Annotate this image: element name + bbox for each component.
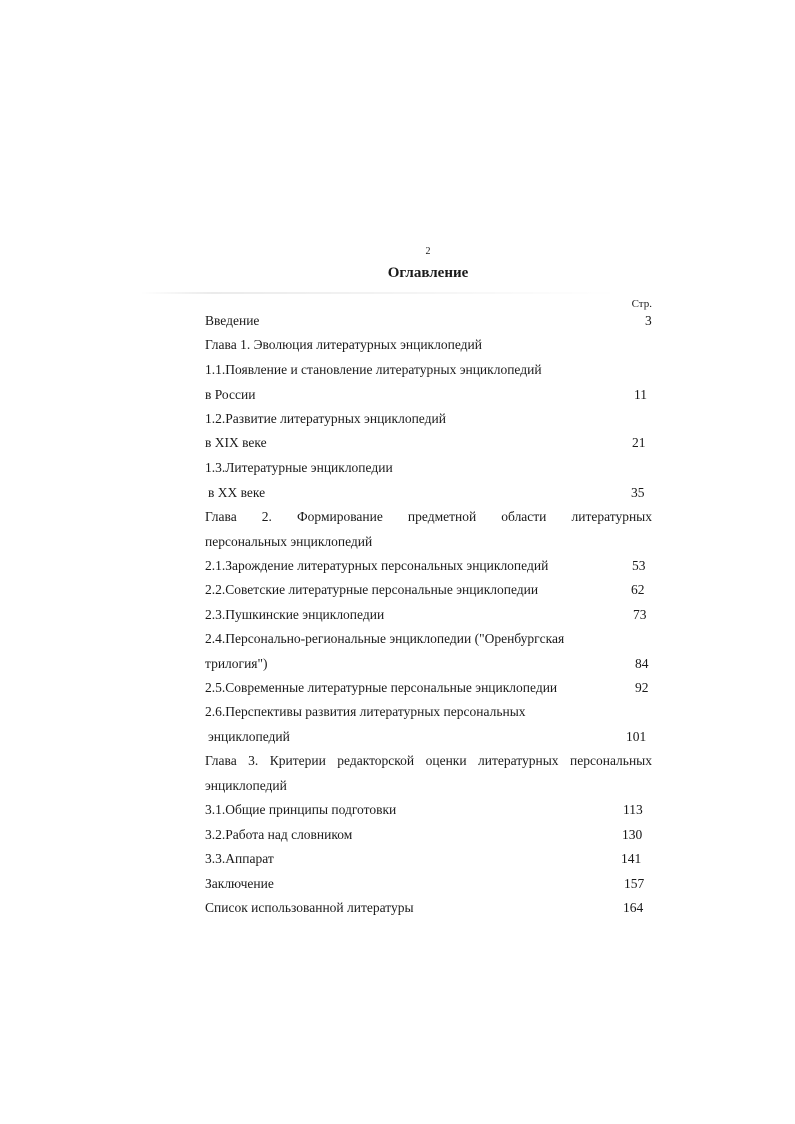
page-number: 2 <box>425 246 431 257</box>
scan-streak <box>140 292 620 294</box>
toc-entry-page: 130 <box>622 827 643 842</box>
toc-entry-page: 164 <box>623 900 644 915</box>
toc-entry-chapter-2 <box>205 508 652 525</box>
toc-entry-page: 53 <box>632 558 646 573</box>
toc-entry-text: 1.3.Литературные энциклопедии <box>205 460 393 475</box>
toc-entry-text: 2.3.Пушкинские энциклопедии <box>205 607 385 622</box>
toc-entry-text: Заключение <box>205 876 274 891</box>
page-title: Оглавление <box>387 265 469 281</box>
toc-entry-page: 73 <box>633 607 647 622</box>
toc-entry-text: трилогия") <box>205 656 268 671</box>
toc-entry-text: 2.2.Советские литературные персональные энциклопедии <box>205 582 539 597</box>
toc-entry-page: 62 <box>631 582 645 597</box>
toc-entry-text: Список использованной литературы <box>205 900 414 915</box>
toc-entry-text: 3.2.Работа над словником <box>205 827 353 842</box>
toc-entry-text: 3.1.Общие принципы подготовки <box>205 802 397 817</box>
toc-entry-page: 141 <box>621 851 642 866</box>
toc-entry-text: энциклопедий <box>208 729 290 744</box>
toc-entry-text: 2.5.Современные литературные персональные энциклопедии <box>205 680 558 695</box>
toc-entry-text: Глава 2. Формирование предметной области литературных <box>205 509 652 524</box>
toc-entry-text: энциклопедий <box>205 778 287 793</box>
toc-entry-chapter-3 <box>205 752 652 769</box>
toc-entry-page: 21 <box>632 435 646 450</box>
toc-entry-page: 84 <box>635 656 649 671</box>
toc-entry-text: персональных энциклопедий <box>205 534 373 549</box>
toc-entry-text: в XIX веке <box>205 435 267 450</box>
toc-entry-page: 11 <box>634 387 647 402</box>
toc-entry-text: 1.1.Появление и становление литературных энциклопедий <box>205 362 542 377</box>
toc-entry-text: Введение <box>205 313 260 328</box>
toc-entry-text: 1.2.Развитие литературных энциклопедий <box>205 411 446 426</box>
toc-entry-text: в XX веке <box>208 485 266 500</box>
toc-entry-page: 92 <box>635 680 649 695</box>
toc-entry-text: 2.6.Перспективы развития литературных персональных <box>205 704 526 719</box>
toc-entry-page: 35 <box>631 485 645 500</box>
toc-entry-page: 101 <box>626 729 647 744</box>
toc-entry-page: 113 <box>623 802 643 817</box>
toc-entry-text: 2.4.Персонально-региональные энциклопедии ("Оренбургская <box>205 631 565 646</box>
page-column-label: Стр. <box>631 298 652 310</box>
toc-entry-text: в России <box>205 387 256 402</box>
toc-entry-text: 2.1.Зарождение литературных персональных энциклопедий <box>205 558 549 573</box>
toc-entry-page: 157 <box>624 876 645 891</box>
toc-entry-text: Глава 1. Эволюция литературных энциклопедий <box>205 337 482 352</box>
toc-entry-page: 3 <box>645 313 652 328</box>
toc-entry-text: 3.3.Аппарат <box>205 851 274 866</box>
toc-entry-text: Глава 3. Критерии редакторской оценки литературных персональных <box>205 753 652 768</box>
